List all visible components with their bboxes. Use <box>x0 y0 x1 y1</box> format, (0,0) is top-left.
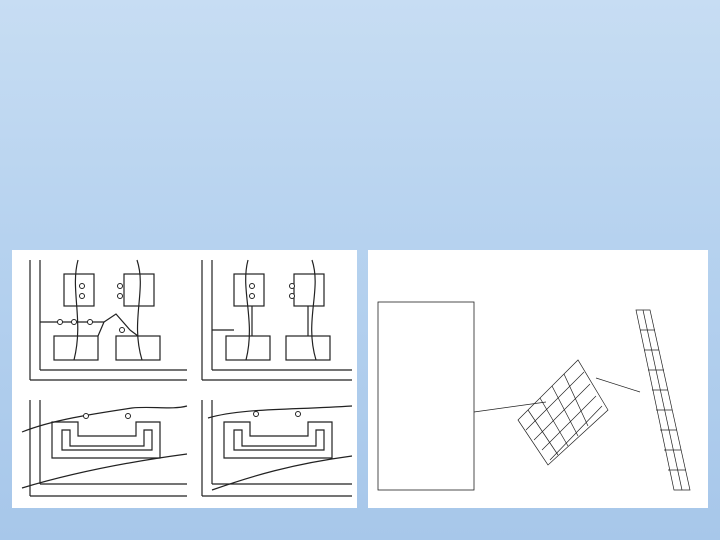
sewer-scheme-image <box>12 250 357 508</box>
nomogram-drawing <box>368 250 708 508</box>
sewer-scheme-drawing <box>12 250 357 508</box>
nomogram-image <box>368 250 708 508</box>
